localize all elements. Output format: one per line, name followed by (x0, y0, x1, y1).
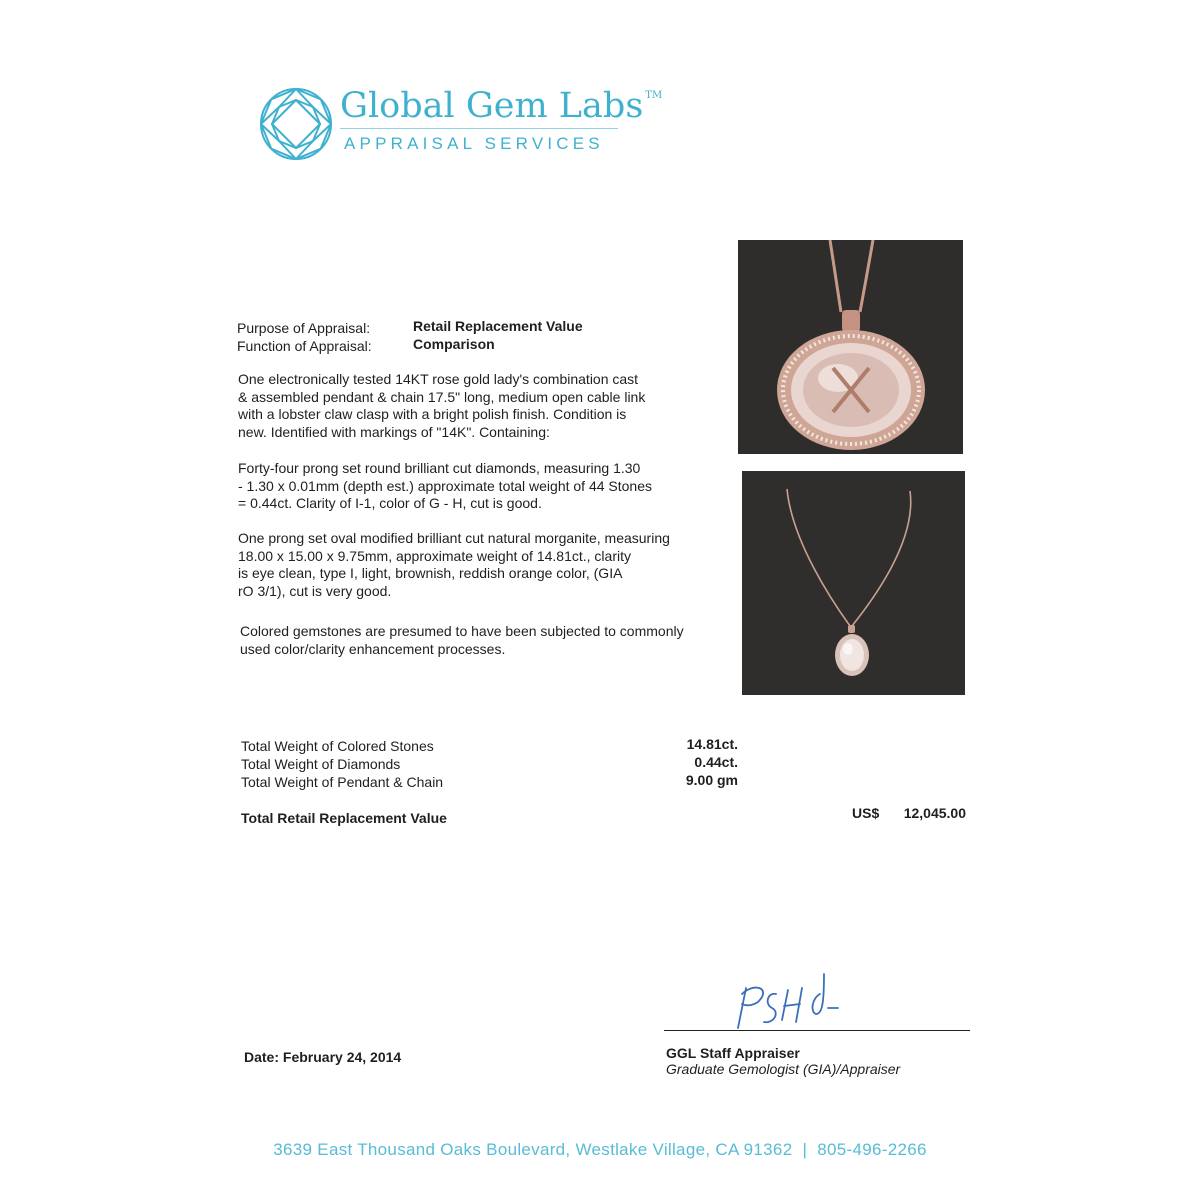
function-value: Comparison (413, 336, 495, 352)
currency-label: US$ (852, 805, 880, 821)
total-diamonds-label: Total Weight of Diamonds (241, 756, 401, 772)
brand-divider (340, 128, 618, 129)
description-paragraph-diamonds: Forty-four prong set round brilliant cut diamonds, measuring 1.30 - 1.30 x 0.01mm (depth est.) approximate total weight of 44 Stones = 0.44ct. Clarity of I-1, color of G - H, cut is good. (238, 460, 652, 511)
footer-address: 3639 East Thousand Oaks Boulevard, Westlake Village, CA 91362 | 805-496-2266 (273, 1140, 927, 1159)
brand-name: Global Gem Labs ™ (340, 86, 663, 126)
signature-title: GGL Staff Appraiser (666, 1045, 800, 1061)
pendant-closeup-photo (738, 240, 963, 454)
total-retail-value: 12,045.00 (903, 805, 966, 821)
total-colored-stones-label: Total Weight of Colored Stones (241, 738, 434, 754)
handwritten-signature (732, 968, 842, 1032)
function-label: Function of Appraisal: (237, 338, 372, 354)
description-paragraph-disclaimer: Colored gemstones are presumed to have been subjected to commonly used color/clarity enhancement processes. (240, 623, 684, 657)
signature-subtitle: Graduate Gemologist (GIA)/Appraiser (666, 1061, 901, 1077)
total-diamonds-value: 0.44ct. (694, 754, 738, 770)
necklace-full-photo (742, 471, 965, 695)
total-colored-stones-value: 14.81ct. (686, 736, 738, 752)
purpose-value: Retail Replacement Value (413, 318, 583, 334)
description-paragraph-morganite: One prong set oval modified brilliant cut natural morganite, measuring 18.00 x 15.00 x 9.75mm, approximate weight of 14.81ct., clarity is eye clean, type I, light, brownish, reddish orange color, (GIA rO 3/1), cut is very good. (238, 530, 670, 599)
total-pendant-chain-value: 9.00 gm (685, 772, 738, 788)
signature-line (664, 1030, 970, 1031)
purpose-label: Purpose of Appraisal: (237, 320, 371, 336)
description-paragraph-setting: One electronically tested 14KT rose gold lady's combination cast & assembled pendant & chain 17.5" long, medium open cable link with a lobster claw clasp with a bright polish finish. Condition is new. Identified with markings of "14K". Containing: (238, 371, 646, 440)
total-retail-label: Total Retail Replacement Value (241, 810, 447, 826)
diamond-outline-icon (258, 86, 334, 162)
brand-trademark: TM (645, 90, 663, 101)
appraisal-date: Date: February 24, 2014 (244, 1049, 402, 1065)
total-pendant-chain-label: Total Weight of Pendant & Chain (241, 774, 444, 790)
brand-subtitle: APPRAISAL SERVICES (344, 134, 604, 153)
